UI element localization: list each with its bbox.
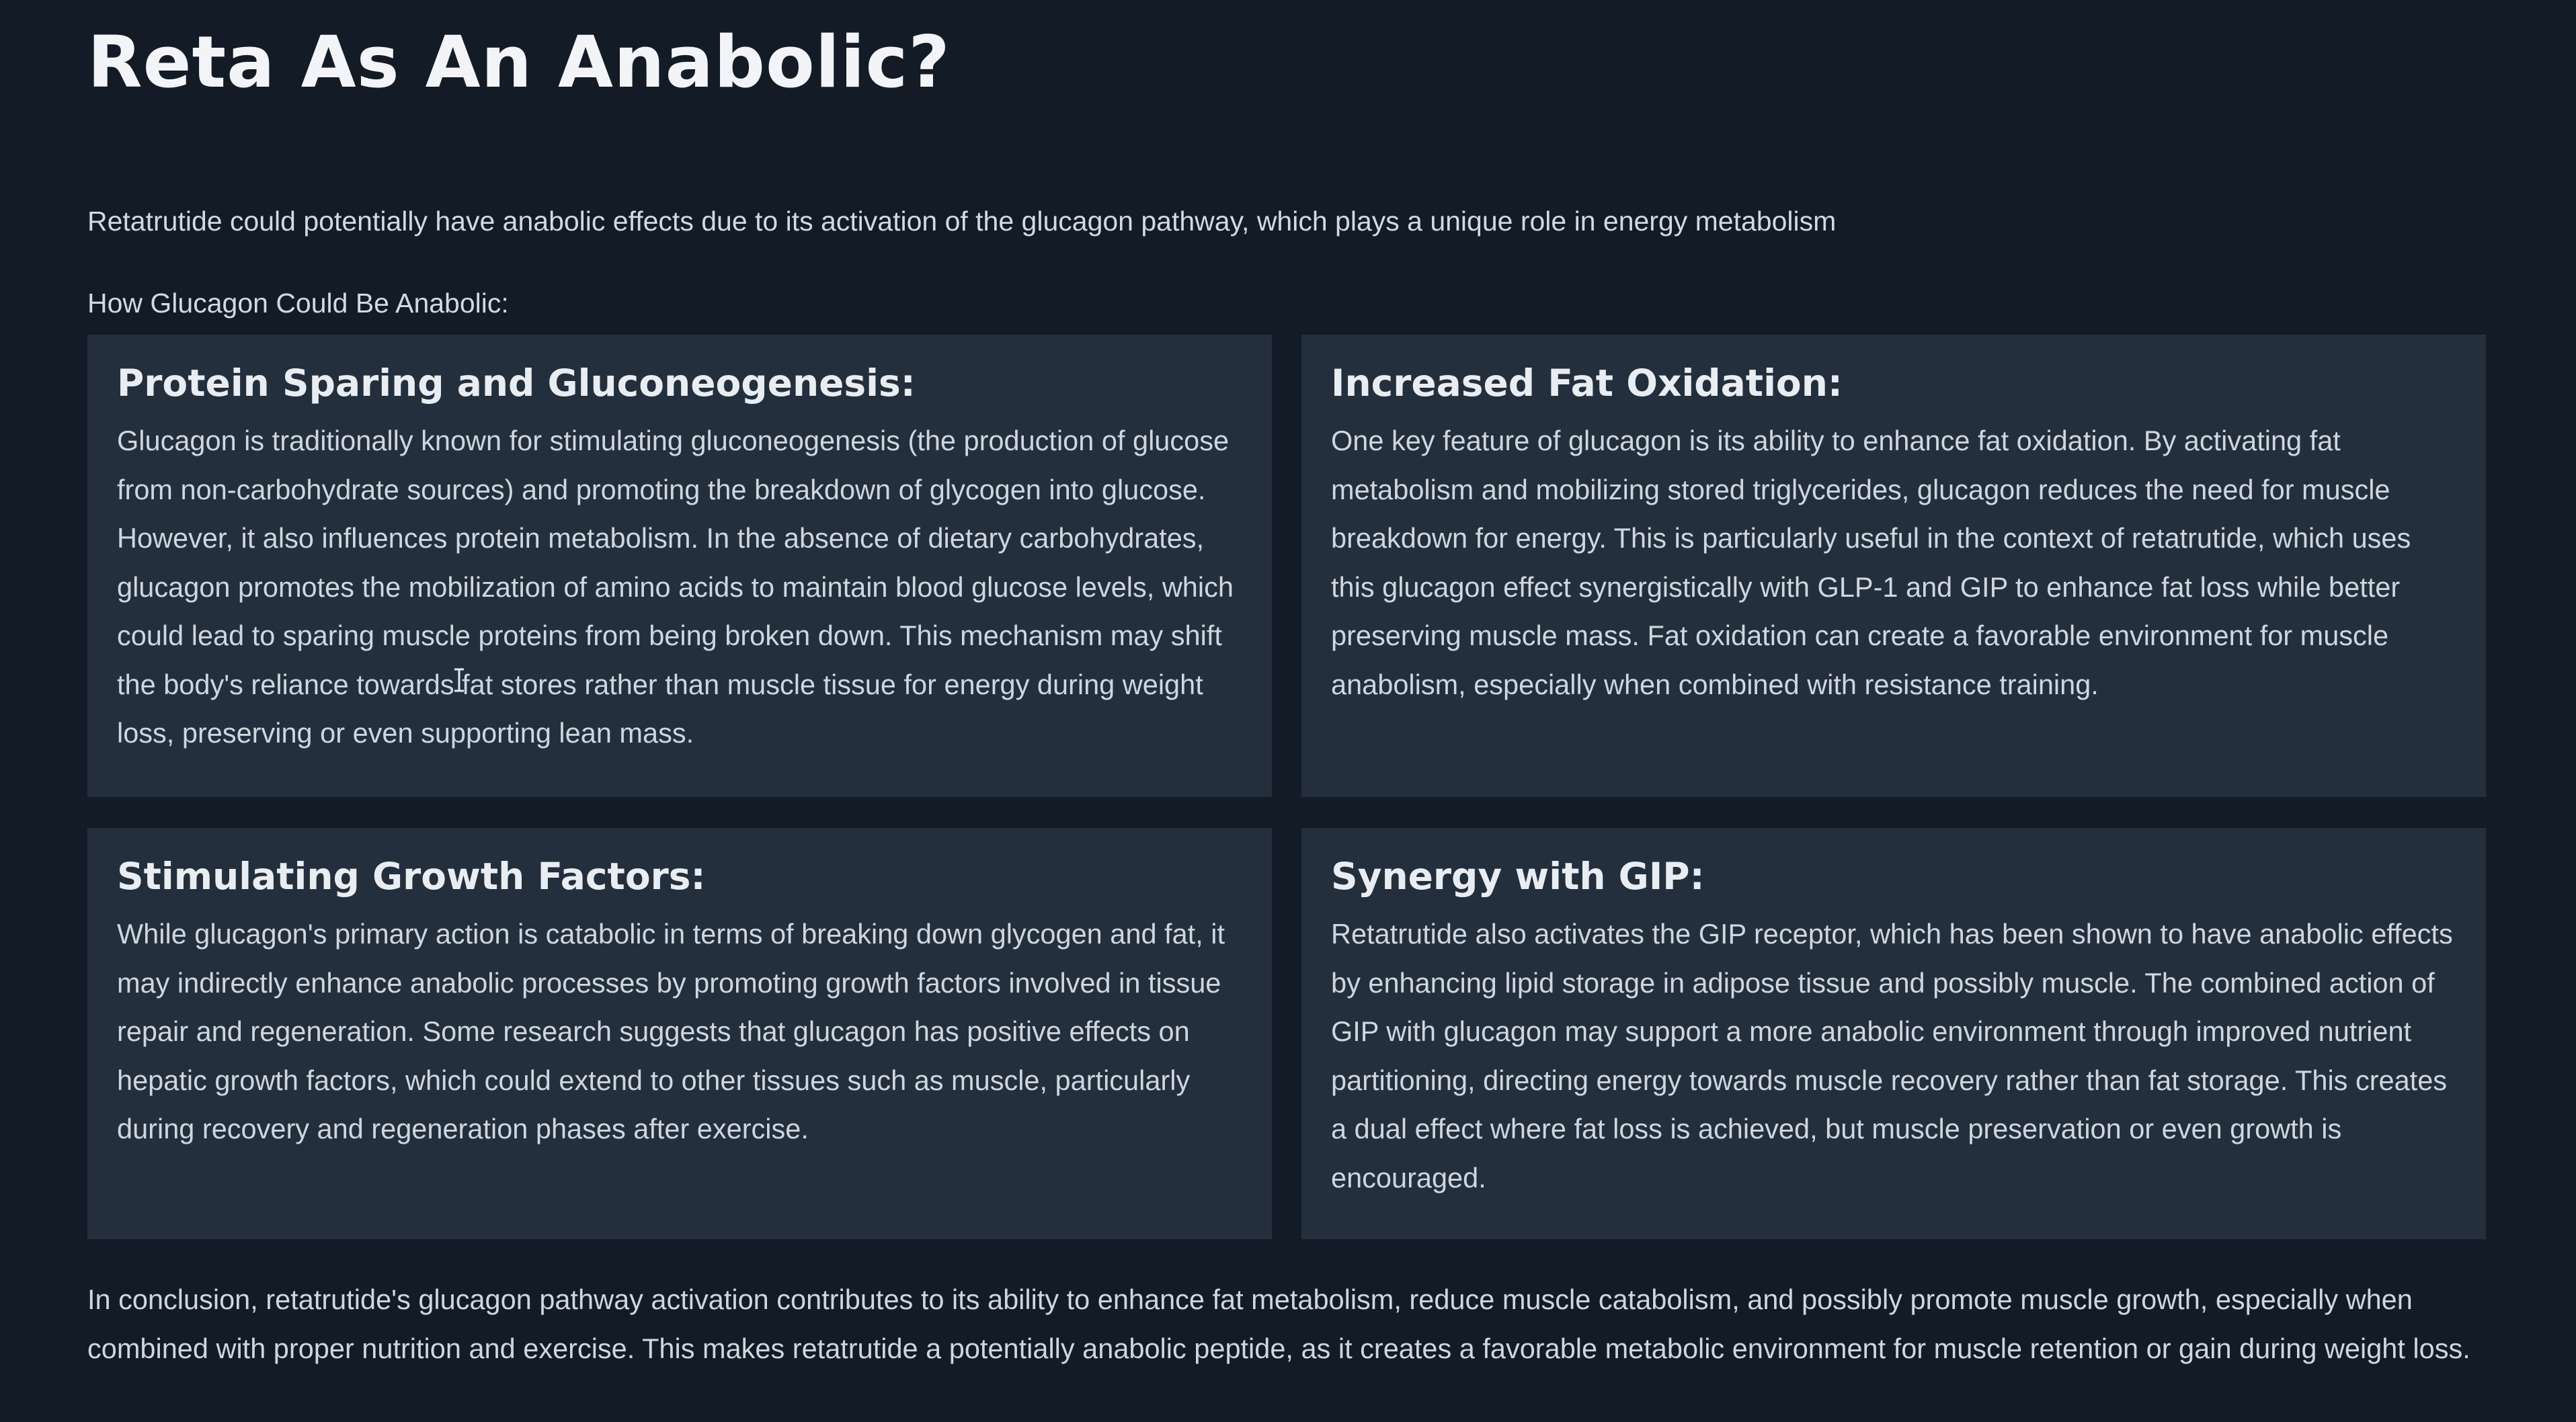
- card-body: Retatrutide also activates the GIP receptor, which has been shown to have anabolic effects by enhancing lipid storage in adipose tissue and possibly muscle. The combined action of GIP with glucagon may support a more anabolic environment through improved nutrient partitioning, directing energy towards muscle recovery rather than fat storage. This creates a dual effect where fat loss is achieved, but muscle preservation or even growth is encouraged.: [1331, 918, 2453, 1194]
- section-subheading: How Glucagon Could Be Anabolic:: [87, 288, 509, 319]
- page-title: Reta As An Anabolic?: [87, 21, 951, 103]
- card-protein-sparing: [87, 335, 1272, 797]
- card-title: Synergy with GIP:: [1331, 855, 1705, 898]
- card-body: While glucagon's primary action is catabolic in terms of breaking down glycogen and fat, it may indirectly enhance anabolic processes by promoting growth factors involved in tissue repair and regeneration. Some research suggests that glucagon has positive effects on hepatic growth factors, which could extend to other tissues such as muscle, particularly during recovery and regeneration phases after exercise.: [117, 918, 1225, 1144]
- conclusion-paragraph: In conclusion, retatrutide's glucagon pathway activation contributes to its ability to enhance fat metabolism, reduce muscle catabolism, and possibly promote muscle growth, especially when combined with proper nutrition and exercise. This makes retatrutide a potentially anabolic peptide, as it creates a favorable metabolic environment for muscle retention or gain during weight loss.: [87, 1284, 2470, 1364]
- card-body: Glucagon is traditionally known for stimulating gluconeogenesis (the production of glucose from non-carbohydrate sources) and promoting the breakdown of glycogen into glucose. However, it also influences protein metabolism. In the absence of dietary carbohydrates, glucagon promotes the mobilization of amino acids to maintain blood glucose levels, which could lead to sparing muscle proteins from being broken down. This mechanism may shift the body's reliance towards fat stores rather than muscle tissue for energy during weight loss, preserving or even supporting lean mass.: [117, 425, 1234, 749]
- card-body: One key feature of glucagon is its ability to enhance fat oxidation. By activating fat metabolism and mobilizing stored triglycerides, glucagon reduces the need for muscle breakdown for energy. This is particularly useful in the context of retatrutide, which uses this glucagon effect synergistically with GLP-1 and GIP to enhance fat loss while better preserving muscle mass. Fat oxidation can create a favorable environment for muscle anabolism, especially when combined with resistance training.: [1331, 425, 2411, 700]
- card-title: Increased Fat Oxidation:: [1331, 362, 1843, 405]
- card-growth-factors: [87, 828, 1272, 1239]
- card-synergy-gip: [1301, 828, 2486, 1239]
- card-title: Protein Sparing and Gluconeogenesis:: [117, 362, 916, 405]
- intro-paragraph: Retatrutide could potentially have anabolic effects due to its activation of the glucagon pathway, which plays a unique role in energy metabolism: [87, 206, 1837, 237]
- document-page: [87, 0, 2486, 1364]
- card-fat-oxidation: [1301, 335, 2486, 797]
- text-cursor-icon: [452, 668, 467, 692]
- card-title: Stimulating Growth Factors:: [117, 855, 706, 898]
